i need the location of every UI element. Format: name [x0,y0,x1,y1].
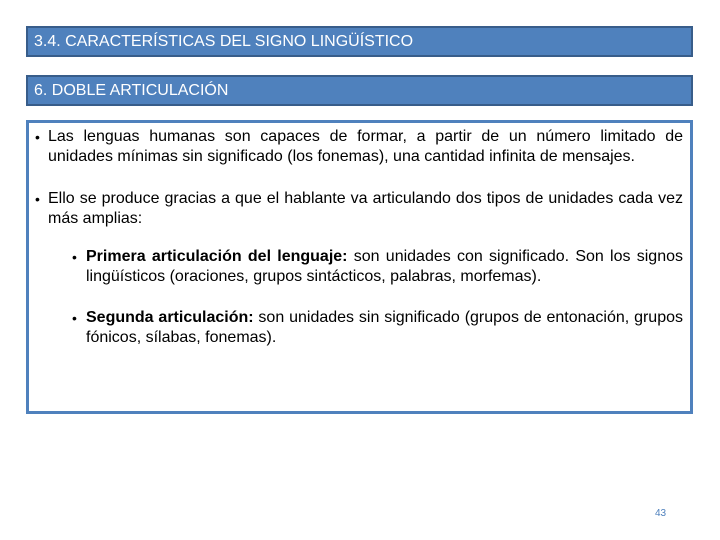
content-box [26,120,693,414]
sub-bullet-item [34,308,683,348]
subsection-title: 6. DOBLE ARTICULACIÓN [34,81,229,99]
sub-bullet-text: son unidades sin significado (grupos de entonación, grupos fónicos, sílabas, fonemas). [86,309,683,346]
sub-bullet-term: Primera articulación del lenguaje: [86,248,348,265]
section-title-banner [26,26,693,57]
sub-bullet-term: Segunda articulación: [86,309,254,326]
section-title: 3.4. CARACTERÍSTICAS DEL SIGNO LINGÜÍSTICO [34,32,414,50]
subsection-title-banner [26,75,693,106]
bullet-item: • Ello se produce gracias a que el hablante va articulando dos tipos de unidades cada vez más amplias: [34,189,683,229]
sub-bullet-text: son unidades con significado. Son los signos lingüísticos (oraciones, grupos sintácticos, palabras, morfemas). [86,248,683,285]
bullet-item: • Las lenguas humanas son capaces de formar, a partir de un número limitado de unidades mínimas sin significado (los fonemas), una cantidad infinita de mensajes. [34,127,683,167]
sub-bullet-item [34,247,683,287]
page-number: 43 [655,508,667,519]
